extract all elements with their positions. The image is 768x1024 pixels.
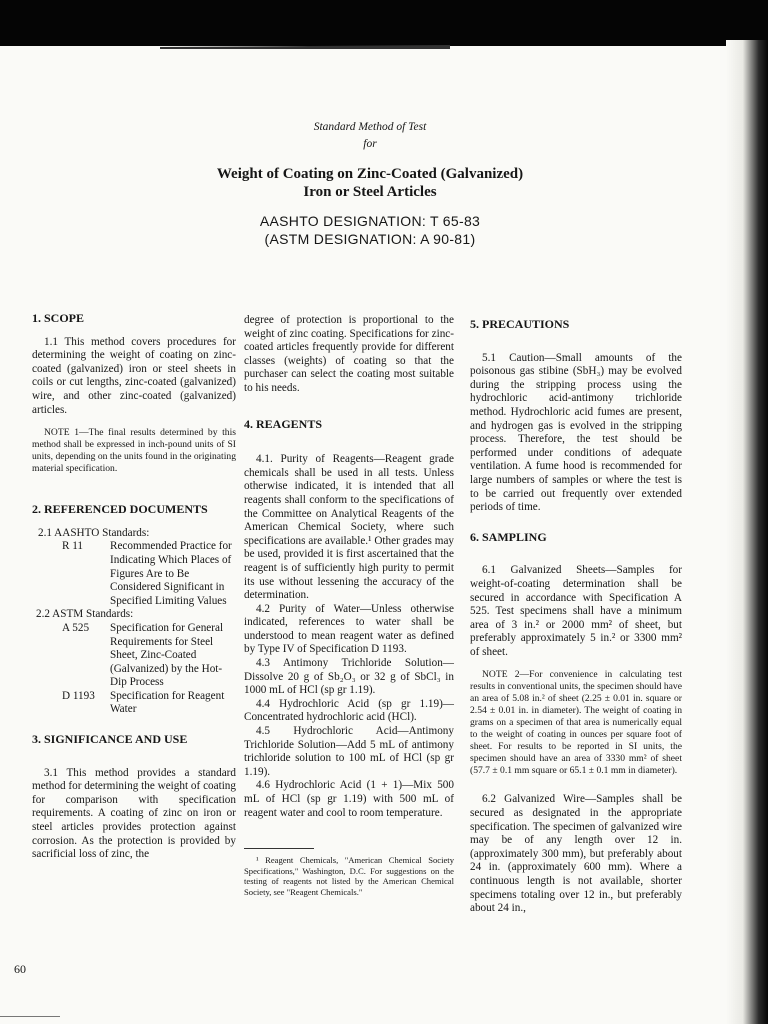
paragraph-4-4: 4.4 Hydrochloric Acid (sp gr 1.19)—Concentrated hydrochloric acid (HCl). — [244, 697, 454, 724]
section-heading-scope: 1. SCOPE — [32, 311, 85, 325]
paragraph-continued: degree of protection is proportional to the weight of zinc coating. Specifications for zinc-coated articles frequently provide for different classes (weights) of coating so that the purchaser can select the coating most suitable to his needs. — [244, 314, 454, 394]
document-title-line-2: Iron or Steel Articles — [303, 184, 437, 200]
section-heading-sampling: 6. SAMPLING — [470, 529, 547, 544]
paragraph-4-1: 4.1. Purity of Reagents—Reagent grade chemicals shall be used in all tests. Unless otherwise indicated, it is intended that all reagents shall conform to the specifications of the Committee on Analytical Reagents of the American Chemical Society, where such specifications are available.¹ Other grades may be used, provided it is first ascertained that the reagent is of sufficiently high purity to permit its use without lessening the accuracy of the determination. — [244, 453, 454, 602]
section-heading-referenced-documents: 2. REFERENCED DOCUMENTS — [32, 502, 208, 517]
aashto-designation: AASHTO DESIGNATION: T 65-83 — [259, 213, 481, 229]
astm-designation: (ASTM DESIGNATION: A 90-81) — [264, 231, 476, 247]
section-heading-reagents: 4. REAGENTS — [244, 416, 323, 431]
aashto-standards-label: 2.1 AASHTO Standards: — [38, 526, 150, 539]
reference-code: R 11 — [62, 540, 84, 553]
reference-r11 — [32, 540, 236, 608]
header-line-2: for — [363, 138, 377, 150]
reference-title: Specification for General Requirements for Steel Sheet, Zinc-Coated (Galvanized) by the Hot-Dip Process — [110, 621, 224, 689]
reference-d1193 — [32, 690, 236, 717]
paragraph-4-3: 4.3 Antimony Trichloride Solution—Dissolve 20 g of Sb₂O₃ or 32 g of SbCl₃ in 1000 mL of HCl (sp gr 1.19). — [244, 657, 454, 697]
footnote-1: ¹ Reagent Chemicals, "American Chemical Society Specifications," Washington, D.C. For suggestions on the testing of reagents not listed by the American Chemical Society, see "Reagent Chemicals." — [244, 855, 454, 897]
column-1 — [32, 312, 236, 862]
paragraph-6-1: 6.1 Galvanized Sheets—Samples for weight-of-coating determination shall be secured in accordance with Specification A 525. Test specimens shall have a minimum area of 3 in.² or 2000 mm² of sheet, but preferably approximately 5 in.² or 3300 mm² of sheet. — [470, 564, 682, 658]
reference-title: Specification for Reagent Water — [110, 689, 225, 716]
header-line-1: Standard Method of Test — [313, 121, 427, 133]
astm-standards-label: 2.2 ASTM Standards: — [36, 608, 134, 621]
reference-code: A 525 — [62, 621, 90, 634]
note-2: NOTE 2—For convenience in calculating test results in conventional units, the specimen should have an area of 5.08 in.² of sheet (2.25 ± 0.01 in. square or 2.54 ± 0.01 in. in diameter). The weight of coating in grams on a specimen of that area is numerically equal to the weight of coating in ounces per square foot of sheet. For results to be reported in SI units, the specimen should have an area of 3330 mm² of sheet (57.7 ± 0.1 mm square or 65.1 ± 0.1 mm in diameter). — [470, 669, 682, 777]
paragraph-4-2: 4.2 Purity of Water—Unless otherwise indicated, references to water shall be understood to mean reagent water as defined by Type IV of Specification D 1193. — [244, 602, 454, 656]
reference-title: Recommended Practice for Indicating Which Places of Figures Are to Be Considered Significant in Specified Limiting Values — [110, 540, 232, 607]
paragraph-3-1: 3.1 This method provides a standard method for determining the weight of coating for comparison with specification requirements. A coating of zinc on iron or steel articles provides protection against corrosion. As the protection is provided by sacrificial loss of zinc, the — [32, 766, 236, 861]
column-3 — [470, 318, 682, 916]
note-1: NOTE 1—The final results determined by this method shall be expressed in inch-pound units of SI units, depending on the units found in the originating material specification. — [32, 427, 236, 475]
reference-code: D 1193 — [62, 689, 95, 702]
paragraph-6-2: 6.2 Galvanized Wire—Samples shall be secured as designated in the appropriate specification. The specimen of galvanized wire may be of any length over 12 in. (approximately 300 mm), but preferably about 24 in. (approximately 600 mm). Where a continuous length is not available, shorter specimens totaling over 12 in., but preferably about 24 in., — [470, 793, 682, 915]
paragraph-4-5: 4.5 Hydrochloric Acid—Antimony Trichloride Solution—Add 5 mL of antimony trichloride solution to 100 mL of HCl (sp gr 1.19). — [244, 725, 454, 778]
document-title-line-1: Weight of Coating on Zinc-Coated (Galvanized) — [216, 166, 524, 182]
scan-top-border — [0, 0, 768, 46]
footnote-rule — [244, 848, 314, 849]
paragraph-5-1: 5.1 Caution—Small amounts of the poisonous gas stibine (SbH₃) may be evolved during the stripping process using the hydrochloric acid-antimony trichloride method. Hydrochloric acid fumes are present, and hydrogen gas is evolved in the stripping process. Therefore, the test should be performed under conditions of adequate ventilation. A fume hood is recommended for large numbers of samples or where the test is to be carried out frequently over extended periods of time. — [470, 351, 682, 514]
section-heading-precautions: 5. PRECAUTIONS — [470, 317, 570, 331]
scan-bottom-line — [0, 1016, 60, 1017]
section-heading-significance-and-use: 3. SIGNIFICANCE AND USE — [32, 732, 188, 747]
paragraph-1-1: 1.1 This method covers procedures for determining the weight of coating on zinc-coated (galvanized) iron or steel sheets in coils or cut lengths, zinc-coated (galvanized) wire, and other zinc-coated (galvanized) articles. — [32, 335, 236, 416]
paragraph-4-6: 4.6 Hydrochloric Acid (1 + 1)—Mix 500 mL of HCl (sp gr 1.19) with 500 mL of reagent water and cool to room temperature. — [244, 779, 454, 819]
reference-a525 — [32, 622, 236, 690]
page-number: 60 — [14, 962, 26, 976]
column-2 — [244, 314, 454, 897]
